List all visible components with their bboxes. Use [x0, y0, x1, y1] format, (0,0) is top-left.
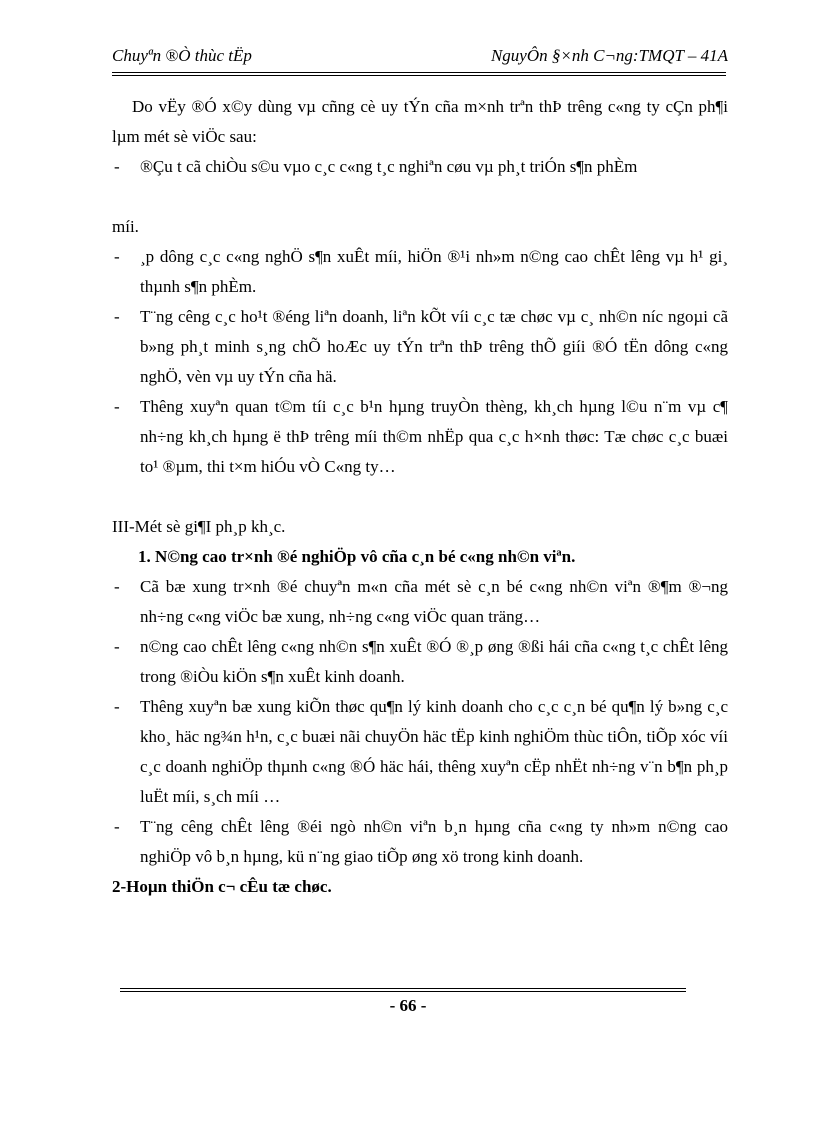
list-item	[112, 152, 728, 182]
footer-rule-top	[120, 988, 686, 989]
section-heading: III-Mét sè gi¶I ph¸p kh¸c.	[112, 517, 286, 536]
page-number: - 66 -	[389, 996, 427, 1015]
dash-bullet: -	[114, 817, 120, 836]
item-text: Thêng xuyªn quan t©m tíi c¸c b¹n hµng truyÒn thèng, kh¸ch hµng l©u n¨m vµ c¶ nh÷ng kh¸ch hµng ë thÞ trêng míi th©m nhËp qua c¸c h×nh thøc: Tæ chøc c¸c buæi to¹ ®µm, thi t×m hiÓu vÒ C«ng ty…	[140, 397, 728, 476]
header-rule-bottom	[112, 75, 726, 76]
dash-bullet: -	[114, 397, 120, 416]
blank-line	[112, 182, 728, 212]
footer-rule-bottom	[120, 991, 686, 992]
subsection-heading-1: 1. N©ng cao tr×nh ®é nghiÖp vô cña c¸n bé c«ng nh©n viªn.	[138, 547, 576, 566]
item-text: T¨ng cêng c¸c ho¹t ®éng liªn doanh, liªn kÕt víi c¸c tæ chøc vµ c¸ nh©n níc ngoµi cã b»ng ph¸t minh s¸ng chÕ hoÆc uy tÝn trªn thÞ trêng thÕ giíi ®Ó tËn dông c«ng nghÖ, vèn vµ uy tÝn cña hä.	[140, 307, 728, 386]
list-item	[112, 812, 728, 872]
dash-bullet: -	[114, 697, 120, 716]
dash-bullet: -	[114, 157, 120, 176]
blank-line	[112, 482, 728, 512]
list-item	[112, 302, 728, 392]
item-text: ®Çu t cã chiÒu s©u vµo c¸c c«ng t¸c nghiªn cøu vµ ph¸t triÓn s¶n phÈm	[140, 157, 638, 176]
dash-bullet: -	[114, 577, 120, 596]
item-text: ¸p dông c¸c c«ng nghÖ s¶n xuÊt míi, hiÖn ®¹i nh»m n©ng cao chÊt lêng vµ h¹ gi¸ thµnh s¶n phÈm.	[140, 247, 728, 296]
item-text: T¨ng cêng chÊt lêng ®éi ngò nh©n viªn b¸n hµng cña c«ng ty nh»m n©ng cao nghiÖp vô b¸n hµng, kü n¨ng giao tiÕp øng xö trong kinh doanh.	[140, 817, 728, 866]
item-text: n©ng cao chÊt lêng c«ng nh©n s¶n xuÊt ®Ó ®¸p øng ®ßi hái cña c«ng t¸c chÊt lêng trong ®iÒu kiÖn s¶n xuÊt kinh doanh.	[140, 637, 728, 686]
header-right: NguyÔn §×nh C¬ng:TMQT – 41A	[490, 46, 728, 65]
list-item	[112, 392, 728, 482]
item-text: Cã bæ xung tr×nh ®é chuyªn m«n cña mét sè c¸n bé c«ng nh©n viªn ®¶m ®¬ng nh÷ng c«ng viÖc bæ xung, nh÷ng c«ng viÖc quan träng…	[140, 577, 728, 626]
header-rule-top	[112, 72, 726, 73]
intro-paragraph: Do vËy ®Ó x©y dùng vµ cñng cè uy tÝn cña m×nh trªn thÞ trêng c«ng ty cÇn ph¶i lµm mét sè viÖc sau:	[112, 97, 728, 146]
list-item	[112, 572, 728, 632]
dash-bullet: -	[114, 637, 120, 656]
list-item	[112, 242, 728, 302]
page-header	[112, 44, 728, 70]
item-continuation: míi.	[112, 217, 139, 236]
document-body	[112, 92, 728, 902]
list-item	[112, 632, 728, 692]
footer-rules	[120, 988, 686, 994]
header-left: Chuyªn ®Ò thùc tËp	[112, 46, 252, 65]
dash-bullet: -	[114, 307, 120, 326]
item-text: Thêng xuyªn bæ xung kiÕn thøc qu¶n lý kinh doanh cho c¸c c¸n bé qu¶n lý b»ng c¸c kho¸ häc ng¾n h¹n, c¸c buæi nãi chuyÖn häc tËp kinh nghiÖm thùc tiÔn, tiÕp xóc víi c¸c doanh nghiÖp thµnh c«ng ®Ó häc hái, thêng xuyªn cËp nhËt nh÷ng v¨n b¶n ph¸p luËt míi, s¸ch míi …	[140, 697, 728, 806]
dash-bullet: -	[114, 247, 120, 266]
subsection-heading-2: 2-Hoµn thiÖn c¬ cÊu tæ chøc.	[112, 877, 332, 896]
list-item	[112, 692, 728, 812]
